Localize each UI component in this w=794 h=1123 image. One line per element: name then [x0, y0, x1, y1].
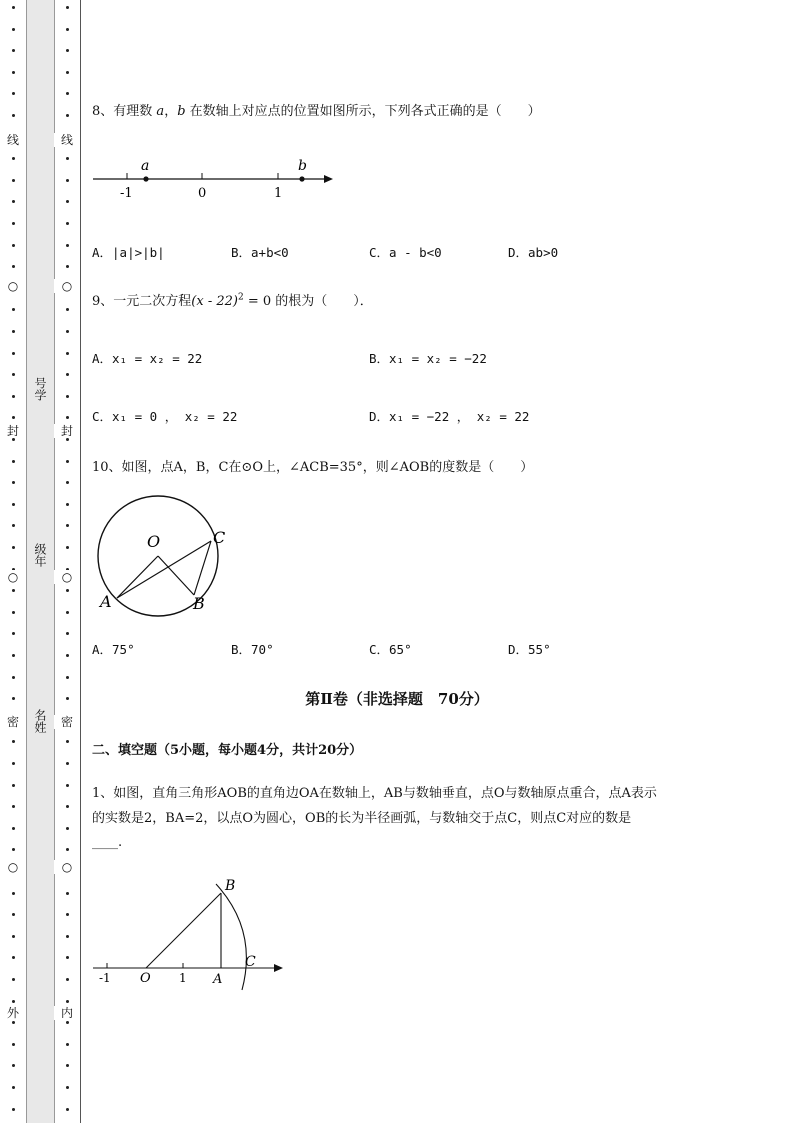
margin-circle: ○: [0, 570, 26, 584]
tick-label-1: 1: [274, 186, 283, 201]
margin-circle: ○: [0, 860, 26, 874]
margin-char-xian: 线: [0, 133, 26, 147]
q10-option-a: A．75°: [92, 642, 135, 657]
point-label-o: O: [147, 532, 161, 551]
tick-label-neg1: -1: [120, 186, 133, 201]
q9-option-c: C．x₁ = 0 ， x₂ = 22: [92, 409, 238, 424]
fig-tick-neg1: -1: [99, 971, 111, 985]
margin-char-nei: 内: [54, 1006, 80, 1020]
q9-option-a: A．x₁ = x₂ = 22: [92, 351, 203, 366]
fig-tick-1: 1: [179, 971, 187, 985]
fig-label-o: O: [140, 971, 151, 986]
q10-option-b: B．70°: [231, 642, 274, 657]
point-label-c: C: [213, 528, 226, 547]
section-heading-fill-in: 二、填空题（5小题，每小题4分，共计20分）: [92, 743, 363, 758]
fill-q1-line1: 1、如图，直角三角形AOB的直角边OA在数轴上，AB与数轴垂直，点O与数轴原点重合，点A表示: [92, 786, 657, 801]
axis-label-b: b: [298, 158, 307, 174]
fig-label-a: A: [213, 972, 223, 987]
margin-char-mi: 密: [54, 715, 80, 729]
q10-option-d: D．55°: [508, 642, 551, 657]
tick-label-0: 0: [198, 186, 207, 201]
margin-circle: ○: [54, 570, 80, 584]
point-label-a: A: [100, 592, 112, 611]
fig-label-b: B: [225, 878, 236, 894]
margin-char-feng: 封: [0, 424, 26, 438]
margin-circle: ○: [54, 279, 80, 293]
margin-circle: ○: [0, 279, 26, 293]
point-label-b: B: [193, 594, 205, 613]
margin-char-wai: 外: [0, 1006, 26, 1020]
question-10-text: 10、如图，点A，B，C在⊙O上，∠ACB=35°，则∠AOB的度数是（ ）: [92, 460, 534, 475]
margin-circle: ○: [54, 860, 80, 874]
fill-q1-line2: 的实数是2，BA=2，以点O为圆心，OB的长为半径画弧，与数轴交于点C，则点C对应的数是: [92, 811, 632, 826]
q9-option-d: D．x₁ = −22 ， x₂ = 22: [369, 409, 530, 424]
fill-q1-blank: ____.: [92, 835, 123, 850]
question-9-text: 9、一元二次方程(x - 22)$^2$ = 0 的根为（ ）．: [92, 292, 373, 309]
q9-option-b: B．x₁ = x₂ = −22: [369, 351, 487, 366]
field-name: 名姓: [33, 709, 47, 733]
q8-option-c: C．a - b<0: [369, 245, 442, 260]
q8-option-d: D．ab>0: [508, 245, 559, 260]
margin-char-mi: 密: [0, 715, 26, 729]
q8-option-a: A．|a|>|b|: [92, 245, 165, 260]
q8-option-b: B．a+b<0: [231, 245, 289, 260]
field-grade: 级年: [33, 543, 47, 567]
fig-label-c: C: [245, 954, 256, 970]
axis-label-a: a: [141, 158, 150, 174]
margin-char-xian: 线: [54, 133, 80, 147]
part-2-title: 第Ⅱ卷（非选择题 70分）: [305, 690, 489, 708]
question-8-text: 8、有理数 a，b 在数轴上对应点的位置如图所示，下列各式正确的是（ ）: [92, 104, 541, 119]
margin-char-feng: 封: [54, 424, 80, 438]
field-student-number: 号学: [33, 377, 47, 401]
q10-option-c: C．65°: [369, 642, 412, 657]
